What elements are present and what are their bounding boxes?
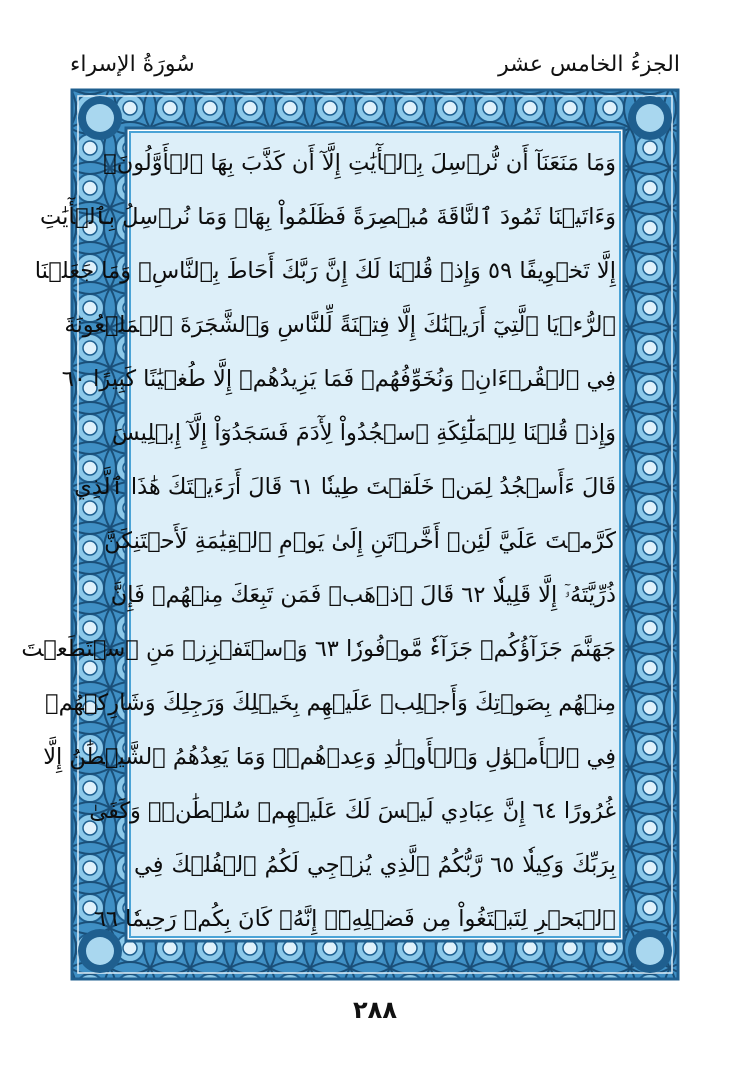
juz-title: الجزءُ الخامس عشر [498,52,680,77]
page-number: ٢٨٨ [353,996,397,1024]
text-line-3: إِلَّا تَخۡوِيفًا ٥٩ وَإِذۡ قُلۡنَا لَكَ إِنَّ رَبَّكَ أَحَاطَ بِٱلنَّاسِۚ وَمَا جَعَلۡنَا [34,258,616,284]
text-line-2: وَءَاتَيۡنَا ثَمُودَ ٱلنَّاقَةَ مُبۡصِرَةً فَظَلَمُواْ بِهَاۚ وَمَا نُرۡسِلُ بِٱلۡأٓيَٰتِ [40,204,616,230]
text-line-9: ذُرِّيَّتَهُۥٓ إِلَّا قَلِيلٗا ٦٢ قَالَ ٱذۡهَبۡ فَمَن تَبِعَكَ مِنۡهُمۡ فَإِنَّ [110,582,616,608]
text-line-7: قَالَ ءَأَسۡجُدُ لِمَنۡ خَلَقۡتَ طِينٗا ٦١ قَالَ أَرَءَيۡتَكَ هَٰذَا ٱلَّذِي [74,474,616,500]
text-line-1: وَمَا مَنَعَنَآ أَن نُّرۡسِلَ بِٱلۡأٓيَٰتِ إِلَّآ أَن كَذَّبَ بِهَا ٱلۡأَوَّلُونَۚ [103,150,616,176]
text-line-12: فِي ٱلۡأَمۡوَٰلِ وَٱلۡأَوۡلَٰدِ وَعِدۡهُمۡۚ وَمَا يَعِدُهُمُ ٱلشَّيۡطَٰنُ إِلَّا [43,744,616,770]
text-line-6: وَإِذۡ قُلۡنَا لِلۡمَلَٰٓئِكَةِ ٱسۡجُدُواْ لِأٓدَمَ فَسَجَدُوٓاْ إِلَّآ إِبۡلِيسَ [112,420,616,446]
text-line-5: فِي ٱلۡقُرۡءَانِۚ وَنُخَوِّفُهُمۡ فَمَا يَزِيدُهُمۡ إِلَّا طُغۡيَٰنًا كَبِيرًا ٦٠ [61,366,616,392]
text-line-11: مِنۡهُم بِصَوۡتِكَ وَأَجۡلِبۡ عَلَيۡهِم بِخَيۡلِكَ وَرَجِلِكَ وَشَارِكۡهُمۡ [45,690,616,716]
text-line-4: ٱلرُّءۡيَا ٱلَّتِيٓ أَرَيۡنَٰكَ إِلَّا فِتۡنَةً لِّلنَّاسِ وَٱلشَّجَرَةَ ٱلۡمَلۡعُونَةَ [64,312,616,338]
text-line-14: بِرَبِّكَ وَكِيلٗا ٦٥ رَّبُّكُمُ ٱلَّذِي يُزۡجِي لَكُمُ ٱلۡفُلۡكَ فِي [134,852,617,878]
text-line-10: جَهَنَّمَ جَزَآؤُكُمۡ جَزَآءٗ مَّوۡفُورٗا ٦٣ وَٱسۡتَفۡزِزۡ مَنِ ٱسۡتَطَعۡتَ [21,636,616,662]
surah-title: سُورَةُ الإسراء [70,52,195,77]
page-header [70,52,680,92]
text-line-13: غُرُورًا ٦٤ إِنَّ عِبَادِي لَيۡسَ لَكَ عَلَيۡهِمۡ سُلۡطَٰنٞۚ وَكَفَىٰ [89,798,616,824]
text-line-15: ٱلۡبَحۡرِ لِتَبۡتَغُواْ مِن فَضۡلِهِۦٓۚ إِنَّهُۥ كَانَ بِكُمۡ رَحِيمٗا ٦٦ [93,906,616,932]
quran-text [21,134,617,938]
text-line-8: كَرَّمۡتَ عَلَيَّ لَئِنۡ أَخَّرۡتَنِ إِلَىٰ يَوۡمِ ٱلۡقِيَٰمَةِ لَأَحۡتَنِكَنَّ [104,528,616,554]
